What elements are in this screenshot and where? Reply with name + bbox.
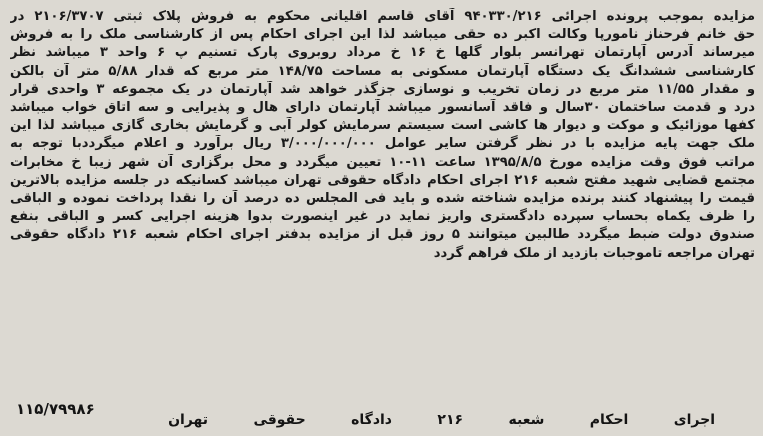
issuer-word: تهران xyxy=(168,412,209,428)
notice-line: درد و قدمت ساختمان ۳۰سال و فاقد آسانسور میباشد آپارتمان دارای هال و پذیرایی و سه اتاق خواب میباشد xyxy=(10,100,755,116)
issuer-word: احکام xyxy=(589,412,629,428)
issuer-word: دادگاه xyxy=(351,412,392,428)
notice-line: مراتب فوق وقت مزایده مورخ ۱۳۹۵/۸/۵ ساعت ۱۱-۱۰ تعیین میگردد و محل برگزاری آن شهر زیبا خ مخابرات xyxy=(10,154,755,170)
notice-line: حق خانم فرحناز نامورپا وکالت اکبر ده حقی میباشد لذا این اجرای احکام پس از کارشناسی ملک را به فروش xyxy=(10,27,755,43)
issuer-word: حقوقی xyxy=(253,412,306,428)
notice-line: قیمت را پیشنهاد کنند برنده مزایده شناخته شده و باید فی المجلس ده درصد آن را نقدا پرداخت نموده و الباقی xyxy=(10,191,755,207)
issuer-word: شعبه xyxy=(508,412,545,428)
notice-line: و مقدار ۱۱/۵۵ متر مربع در زمان تخریب و نوسازی جزگذر خواهد شد آپارتمان در یک مجموعه ۳ واحدی قرار xyxy=(10,81,755,97)
notice-line: را ظرف یکماه بحساب سپرده دادگستری واریز نماید در غیر اینصورت بدوا هزینه اجرایی کسر و الباقی بنفع xyxy=(10,209,755,225)
issuer-line xyxy=(168,412,715,428)
issuer-word: اجرای xyxy=(673,412,715,428)
notice-line: مجتمع قضایی شهید مفتح شعبه ۲۱۶ اجرای احکام دادگاه حقوقی تهران میباشد کسانیکه در جلسه مزایده بالاترین xyxy=(10,172,755,188)
notice-line: میرساند آدرس آپارتمان تهرانسر بلوار گلها خ ۱۶ خ مرداد روبروی پارک تسنیم پ ۶ واحد ۳ میباشد نظر xyxy=(10,45,755,61)
notice-line: کفها موزائیک و موکت و دیوار ها کاشی است سیستم سرمایش کولر آبی و گرمایش بخاری گازی میباشد لذا این xyxy=(10,118,755,134)
auction-notice-text xyxy=(10,8,755,263)
notice-line: مزایده بموجب پرونده اجرائی ۹۴۰۳۳۰/۲۱۶ آقای قاسم اقلیانی محکوم به فروش پلاک ثبتی ۲۱۰۶/۳۷۰۷ در xyxy=(10,9,755,24)
notice-line: صندوق دولت ضبط میگردد طالبین میتوانند ۵ روز قبل از مزایده بدفتر اجرای احکام شعبه ۲۱۶ دادگاه حقوقی xyxy=(10,227,755,243)
issuer-word: ۲۱۶ xyxy=(437,412,464,428)
notice-line: ملک جهت پایه مزایده با در نظر گرفتن سایر عوامل ۳/۰۰۰/۰۰۰/۰۰۰ ریال برآورد و اعلام میگرددبا توجه به xyxy=(10,136,755,152)
notice-line: کارشناسی ششدانگ یک دستگاه آپارتمان مسکونی به مساحت ۱۴۸/۷۵ متر مربع که قدار ۵/۸۸ متر آن بالکن xyxy=(10,63,755,79)
reference-number: ۱۱۵/۷۹۹۸۶ xyxy=(16,400,95,418)
notice-line: تهران مراجعه تاموجبات بازدید از ملک فراهم گردد xyxy=(433,245,755,261)
signature-footer xyxy=(8,402,755,436)
